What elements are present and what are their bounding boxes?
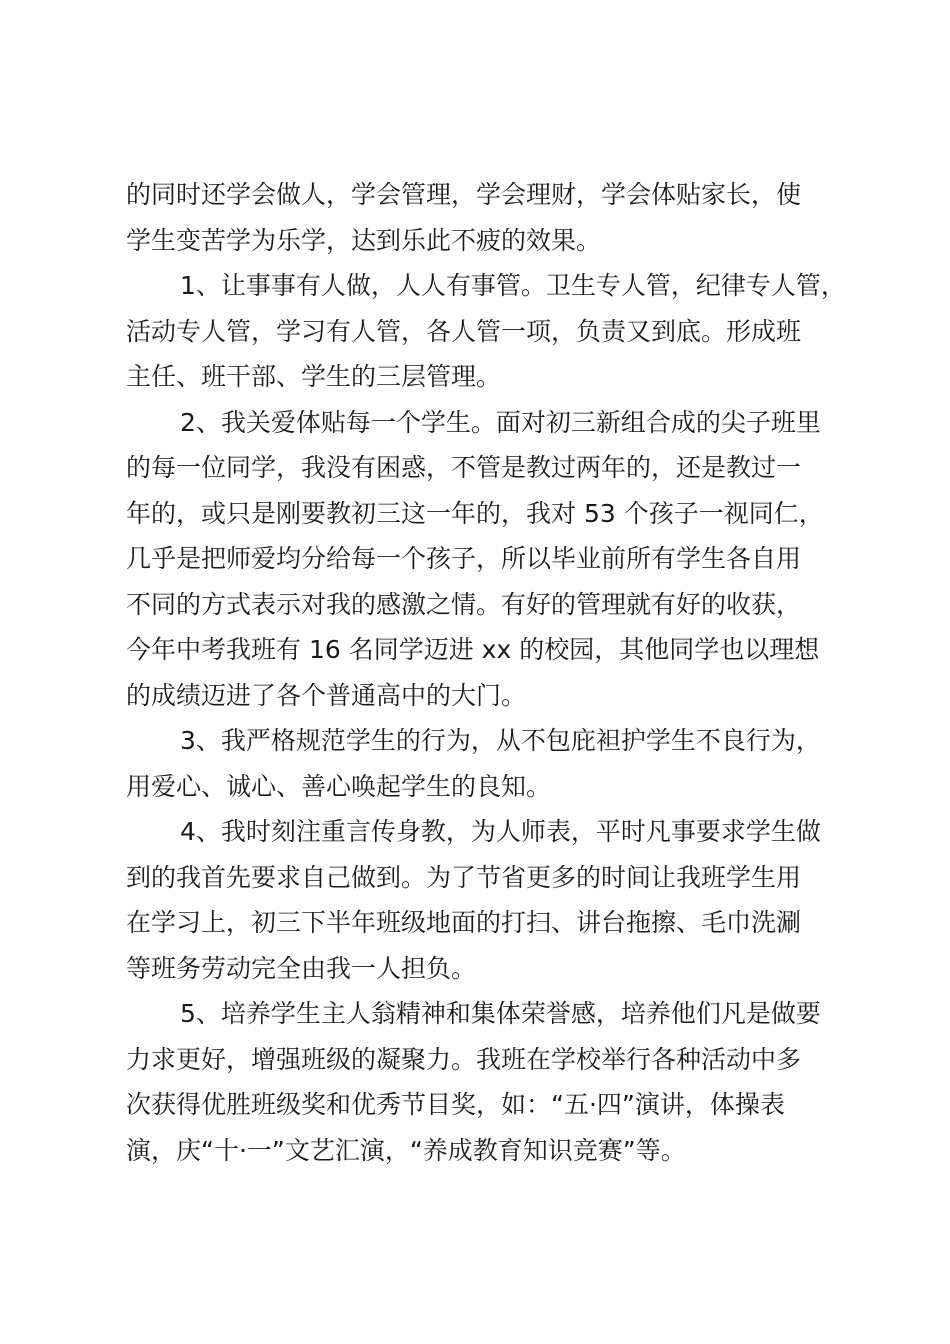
paragraph-4-first-line: 4、我时刻注重言传身教，为人师表，平时凡事要求学生做 — [180, 817, 821, 846]
text-line: 到的我首先要求自己做到。为了节省更多的时间让我班学生用 — [126, 862, 802, 892]
text-line: 学生变苦学为乐学，达到乐此不疲的效果。 — [126, 225, 602, 255]
text-line: 年的，或只是刚要教初三这一年的，我对 53 个孩子一视同仁， — [126, 498, 824, 528]
text-line: 力求更好，增强班级的凝聚力。我班在学校举行各种活动中多 — [126, 1044, 802, 1074]
paragraph-5-first-line: 5、培养学生主人翁精神和集体荣誉感，培养他们凡是做要 — [180, 999, 821, 1028]
text-line: 几乎是把师爱均分给每一个孩子，所以毕业前所有学生各自用 — [126, 544, 802, 573]
text-line: 次获得优胜班级奖和优秀节目奖，如：“五·四”演讲，体操表 — [126, 1090, 785, 1119]
text-line: 的同时还学会做人，学会管理，学会理财，学会体贴家长，使 — [126, 180, 802, 209]
text-line: 等班务劳动完全由我一人担负。 — [126, 953, 477, 983]
document-body — [126, 172, 860, 1173]
text-line: 的每一位同学，我没有困惑，不管是教过两年的，还是教过一 — [126, 453, 802, 482]
paragraph-2-first-line: 2、我关爱体贴每一个学生。面对初三新组合成的尖子班里 — [180, 407, 821, 437]
text-line: 的成绩迈进了各个普通高中的大门。 — [126, 680, 527, 710]
text-line: 活动专人管，学习有人管，各人管一项，负责又到底。形成班 — [126, 316, 802, 346]
text-line: 演，庆“十·一”文艺汇演，“养成教育知识竞赛”等。 — [126, 1135, 686, 1165]
text-line: 在学习上，初三下半年班级地面的打扫、讲台拖擦、毛巾洗涮 — [126, 908, 802, 937]
text-line: 不同的方式表示对我的感激之情。有好的管理就有好的收获， — [126, 589, 802, 619]
paragraph-3-first-line: 3、我严格规范学生的行为，从不包庇袒护学生不良行为， — [180, 726, 821, 755]
paragraph-1-first-line: 1、让事事有人做，人人有事管。卫生专人管，纪律专人管， — [180, 271, 846, 300]
text-line: 主任、班干部、学生的三层管理。 — [126, 362, 502, 391]
text-line: 今年中考我班有 16 名同学迈进 xx 的校园，其他同学也以理想 — [126, 635, 820, 664]
text-line: 用爱心、诚心、善心唤起学生的良知。 — [126, 771, 552, 801]
